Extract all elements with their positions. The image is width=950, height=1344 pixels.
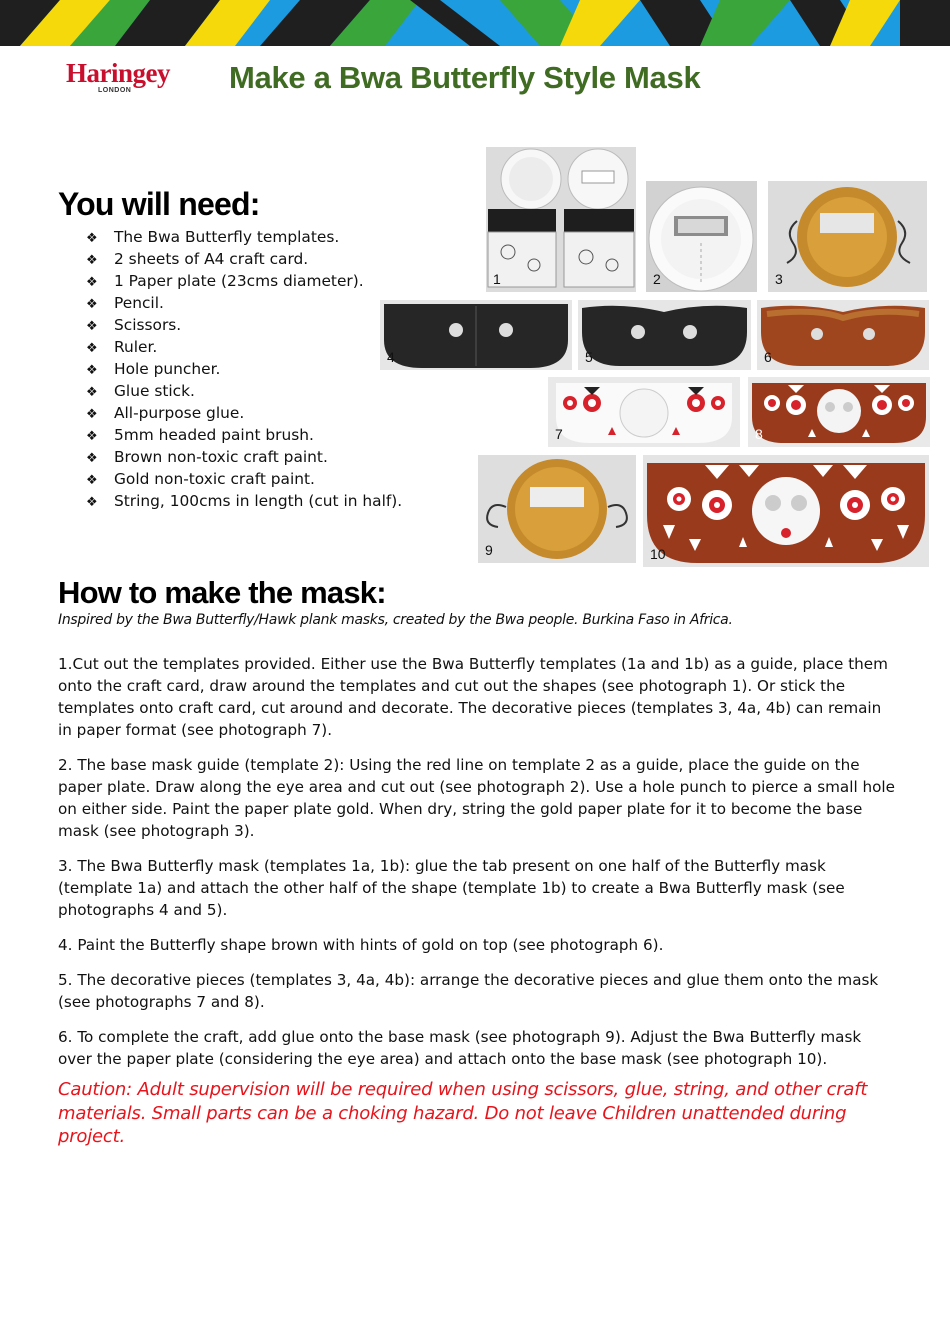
photo-6-image [757,300,929,370]
photo-4-image [380,300,572,370]
photo-3 [768,181,927,292]
materials-list-item [86,402,402,424]
diamond-bullet-icon: ❖ [86,473,98,488]
diamond-bullet-icon: ❖ [86,297,98,312]
step-3: 3. The Bwa Butterfly mask (templates 1a, 1b): glue the tab present on one half of the Butterfly mask (template 1a) and attach the other half of the shape (template 1b) to create a Bwa Butterfly mask (see photographs 4 and 5). [58,857,845,919]
decorative-banner [0,0,950,46]
materials-item-text: Brown non-toxic craft paint. [114,448,328,466]
materials-item-text: All-purpose glue. [114,404,245,422]
materials-list-item [86,292,402,314]
materials-item-text: 1 Paper plate (23cms diameter). [114,272,364,290]
diamond-bullet-icon: ❖ [86,231,98,246]
materials-item-text: Pencil. [114,294,164,312]
step-1: 1.Cut out the templates provided. Either use the Bwa Butterfly templates (1a and 1b) as a guide, place them onto the craft card, draw around the templates and cut out the shapes (see photograph 1). Or stick the templates onto craft card, cut around and decorate. The decorative pieces (templates 3, 4a, 4b) can remain in paper format (see photograph 7). [58,655,888,739]
photo-6 [757,300,929,370]
diamond-bullet-icon: ❖ [86,385,98,400]
photo-9-image [478,455,636,563]
photo-1 [486,147,636,292]
instructions-subtitle: Inspired by the Bwa Butterfly/Hawk plank masks, created by the Bwa people. Burkina Faso in Africa. [58,612,733,628]
materials-list-item [86,380,402,402]
materials-list-item [86,490,402,512]
photo-6-label: 6 [764,349,772,365]
photo-8 [748,377,930,447]
haringey-logo [64,58,168,100]
photo-7-label: 7 [555,426,563,442]
materials-list-item [86,314,402,336]
materials-list-item [86,270,402,292]
logo-subtext: LONDON [98,87,132,94]
materials-item-text: The Bwa Butterfly templates. [114,228,340,246]
photo-10 [643,455,929,567]
photo-3-label: 3 [775,271,783,287]
materials-list-item [86,336,402,358]
photo-8-image [748,377,930,447]
diamond-bullet-icon: ❖ [86,407,98,422]
photo-7 [548,377,740,447]
diamond-bullet-icon: ❖ [86,341,98,356]
diamond-bullet-icon: ❖ [86,363,98,378]
photo-9-label: 9 [485,542,493,558]
photo-2 [646,181,757,292]
materials-item-text: Scissors. [114,316,182,334]
photo-5-label: 5 [585,349,593,365]
materials-item-text: Gold non-toxic craft paint. [114,470,315,488]
diamond-bullet-icon: ❖ [86,319,98,334]
diamond-bullet-icon: ❖ [86,451,98,466]
photo-1-label: 1 [493,271,501,287]
diamond-bullet-icon: ❖ [86,495,98,510]
materials-list-item [86,424,402,446]
materials-item-text: 5mm headed paint brush. [114,426,314,444]
step-5: 5. The decorative pieces (templates 3, 4a, 4b): arrange the decorative pieces and glue them onto the mask (see photographs 7 and 8). [58,971,879,1011]
step-6: 6. To complete the craft, add glue onto the base mask (see photograph 9). Adjust the Bwa Butterfly mask over the paper plate (considering the eye area) and attach onto the base mask (see photograph 10). [58,1028,862,1068]
photo-7-image [548,377,740,447]
photo-2-image [646,181,757,292]
diamond-bullet-icon: ❖ [86,253,98,268]
materials-item-text: 2 sheets of A4 craft card. [114,250,309,268]
document-title: Make a Bwa Butterfly Style Mask [229,60,701,95]
photo-2-label: 2 [653,271,661,287]
photo-5-image [578,300,751,370]
banner-stripes [0,0,950,46]
materials-list [86,226,402,512]
instructions-heading: How to make the mask: [58,575,386,610]
logo-text: Haringey [66,58,170,88]
photo-5 [578,300,751,370]
step-4: 4. Paint the Butterfly shape brown with hints of gold on top (see photograph 6). [58,936,664,954]
diamond-bullet-icon: ❖ [86,275,98,290]
materials-item-text: Glue stick. [114,382,195,400]
materials-item-text: Hole puncher. [114,360,221,378]
photo-4-label: 4 [387,349,395,365]
photo-10-label: 10 [650,546,666,562]
materials-item-text: Ruler. [114,338,158,356]
photo-4 [380,300,572,370]
photo-8-label: 8 [755,426,763,442]
materials-list-item [86,358,402,380]
photo-3-image [768,181,927,292]
instruction-steps [58,653,898,1083]
materials-list-item [86,468,402,490]
step-2: 2. The base mask guide (template 2): Using the red line on template 2 as a guide, place the guide on the paper plate. Draw along the eye area and cut out (see photograph 2). Use a hole punch to pierce a small hole on either side. Paint the paper plate gold. When dry, string the gold paper plate for it to become the base mask (see photograph 3). [58,756,895,840]
materials-list-item [86,446,402,468]
materials-heading: You will need: [58,186,260,222]
photo-1-image [486,147,636,292]
materials-list-item [86,226,402,248]
materials-item-text: String, 100cms in length (cut in half). [114,492,403,510]
photo-9 [478,455,636,563]
diamond-bullet-icon: ❖ [86,429,98,444]
caution-note: Caution: Adult supervision will be required when using scissors, glue, string, and other craft materials. Small parts can be a choking hazard. Do not leave Children unattended during project. [58,1079,868,1147]
photo-10-image [643,455,929,567]
materials-list-item [86,248,402,270]
